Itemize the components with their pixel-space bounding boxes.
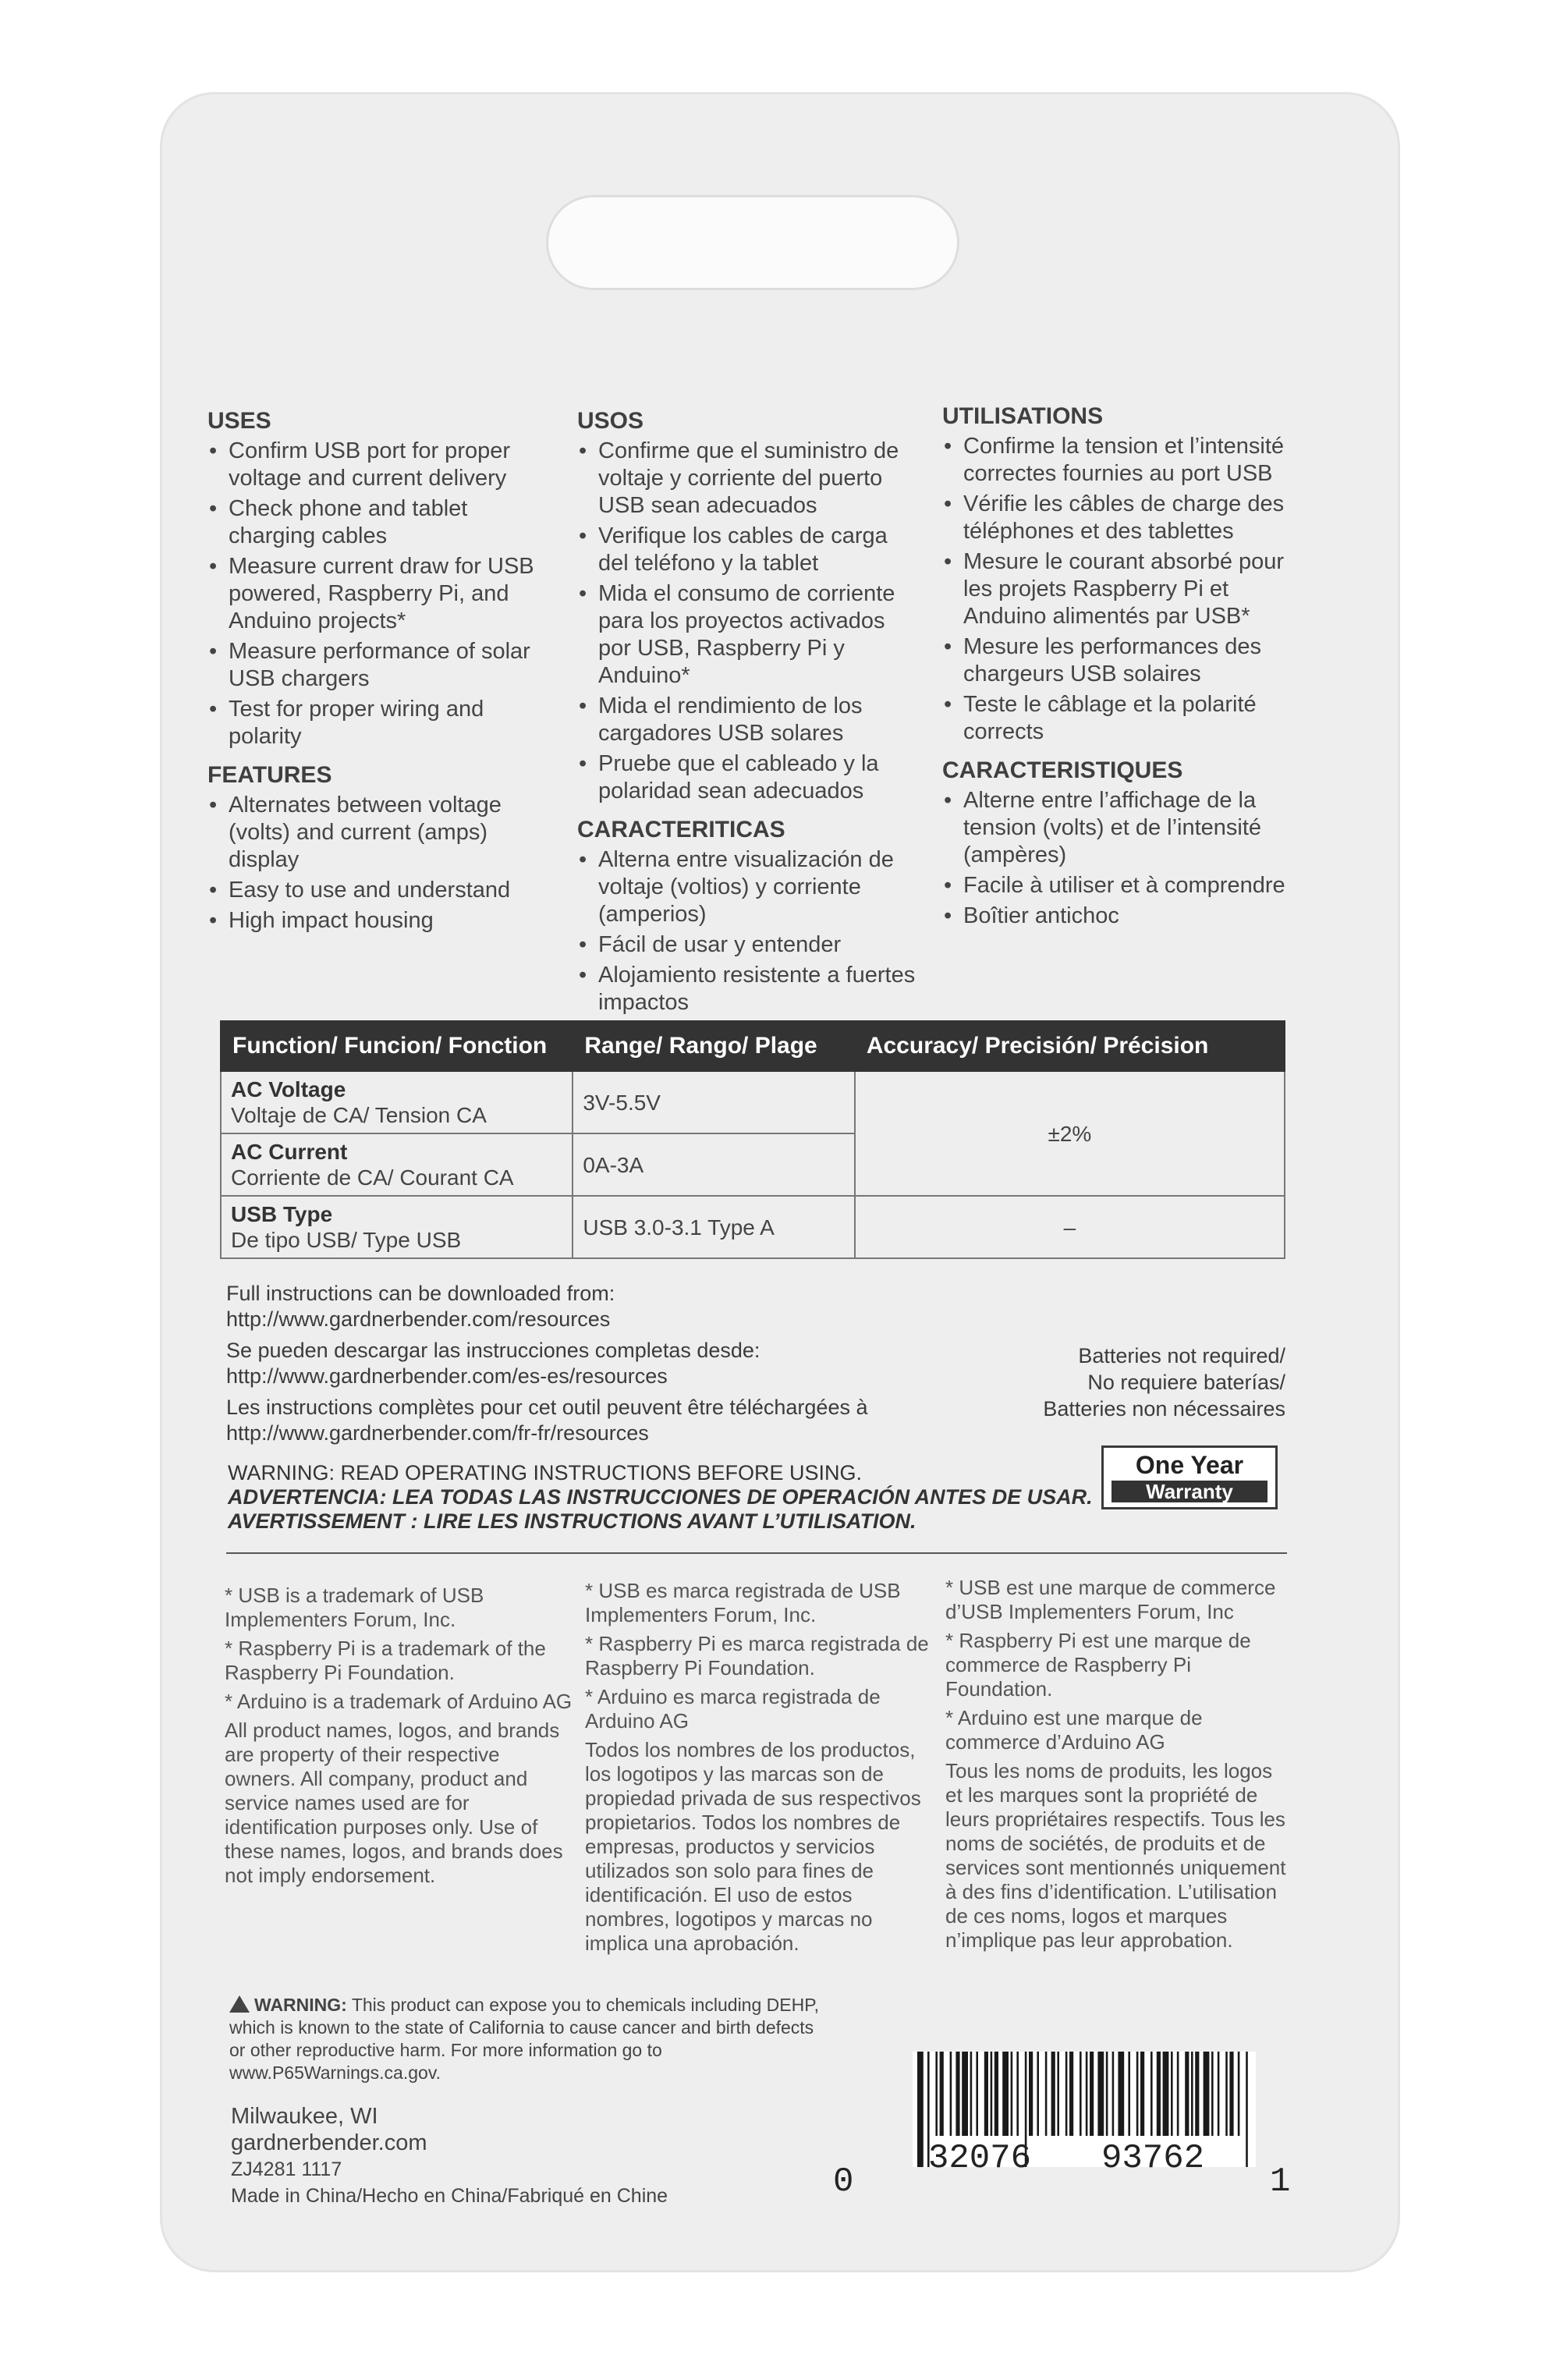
maker-city: Milwaukee, WI	[231, 2104, 378, 2129]
barcode-bar	[1065, 2052, 1068, 2136]
barcode-check-digit: 1	[1270, 2162, 1291, 2201]
table-cell	[221, 1071, 573, 1133]
barcode-bar	[1136, 2052, 1139, 2136]
list-item: • Measure current draw for USB powered, Raspberry Pi, and Anduino projects*	[207, 553, 551, 635]
instruction-es	[226, 1338, 867, 1389]
barcode-bar	[1177, 2052, 1179, 2136]
uses-list	[207, 438, 551, 750]
barcode-bar	[1163, 2052, 1169, 2136]
features-list	[207, 792, 551, 935]
barcode-bar	[1086, 2052, 1088, 2136]
barcode-bar	[1157, 2052, 1161, 2136]
instruction-fr	[226, 1395, 867, 1446]
warning-es: ADVERTENCIA: LEA TODAS LAS INSTRUCCIONES DE OPERACIÓN ANTES DE USAR.	[228, 1485, 1093, 1509]
instruction-text: Les instructions complètes pour cet outil peuvent être téléchargées à	[226, 1396, 868, 1419]
legal-spanish	[585, 1579, 936, 1960]
instruction-text: Se pueden descargar las instrucciones completas desde:	[226, 1339, 760, 1362]
table-cell: –	[855, 1196, 1285, 1258]
barcode-bar	[1171, 2052, 1173, 2136]
legal-line: * USB is a trademark of USB Implementers Forum, Inc.	[225, 1584, 484, 1631]
list-item: • Check phone and tablet charging cables	[207, 495, 551, 550]
legal-line: Tous les noms de produits, les logos et les marques sont la propriété de leurs propriétaires respectifs. Tous les noms de sociétés, de produits et de services sont mentionnés uniquement à des fins d’identification. L’utilisation de ces noms, logos et marques n’implique pas leur approbation.	[945, 1759, 1286, 1952]
barcode-bar	[1185, 2052, 1189, 2136]
features-heading: CARACTERISTIQUES	[942, 757, 1183, 783]
function-name: AC Current	[231, 1140, 348, 1164]
list-item: • Mesure les performances des chargeurs USB solaires	[942, 633, 1285, 688]
barcode-bar	[1106, 2052, 1108, 2136]
list-item: • Teste le câblage et la polarité corrects	[942, 691, 1285, 746]
batteries-note	[991, 1343, 1285, 1422]
barcode-bar	[1225, 2052, 1228, 2136]
barcode-bar	[1029, 2052, 1033, 2136]
barcode-bar	[1238, 2052, 1240, 2136]
table-cell: ±2%	[855, 1071, 1285, 1196]
barcode-bar	[1118, 2052, 1124, 2136]
barcode-bar	[970, 2052, 973, 2136]
warranty-badge	[1101, 1445, 1278, 1509]
barcode-bar	[935, 2052, 938, 2136]
legal-line: * Raspberry Pi es marca registrada de Raspberry Pi Foundation.	[585, 1632, 929, 1679]
list-item: • Alojamiento resistente a fuertes impactos	[577, 962, 920, 1016]
legal-line: Todos los nombres de los productos, los logotipos y las marcas son de propiedad privada de sus respectivos propietarios. Todos los nombres de empresas, productos y servicios utilizados son solo para fines de identificación. El uso de estos nombres, logotipos y marcas no implica una aprobación.	[585, 1738, 921, 1955]
barcode-bar	[1191, 2052, 1193, 2136]
barcode-right-digits: 93762	[1101, 2139, 1205, 2178]
function-sub: Voltaje de CA/ Tension CA	[231, 1103, 487, 1127]
table-cell: 0A-3A	[573, 1133, 854, 1196]
prop65-text: This product can expose you to chemicals including DEHP, which is known to the state of California to cause cancer and birth defects or other reproductive harm. For more information go to www.P65Warnings.ca.gov.	[229, 1995, 819, 2083]
list-item: • Mida el rendimiento de los cargadores USB solares	[577, 693, 920, 747]
uses-heading: UTILISATIONS	[942, 403, 1104, 429]
barcode-bar	[1069, 2052, 1073, 2136]
batteries-line: No requiere baterías/	[1087, 1371, 1285, 1394]
list-item: • Easy to use and understand	[207, 877, 551, 904]
features-heading: FEATURES	[207, 762, 332, 788]
legal-line: * Raspberry Pi is a trademark of the Raspberry Pi Foundation.	[225, 1637, 546, 1684]
barcode-bar	[962, 2052, 968, 2136]
barcode-bar	[1128, 2052, 1130, 2136]
barcode-bar	[1097, 2052, 1104, 2136]
prop65-warning	[229, 1994, 822, 2084]
barcode-bar	[917, 2052, 924, 2167]
table-row	[221, 1196, 1285, 1258]
list-item: • Confirm USB port for proper voltage and current delivery	[207, 438, 551, 492]
barcode-bar	[976, 2052, 978, 2136]
list-item: • Confirme la tension et l’intensité correctes fournies au port USB	[942, 433, 1285, 488]
list-item: • Vérifie les câbles de charge des téléphones et des tablettes	[942, 491, 1285, 545]
barcode-bar	[1011, 2052, 1013, 2136]
header-accuracy: Accuracy/ Precisión/ Précision	[855, 1021, 1285, 1071]
instruction-text: Full instructions can be downloaded from:	[226, 1282, 615, 1305]
function-sub: Corriente de CA/ Courant CA	[231, 1165, 514, 1190]
warning-triangle-icon	[229, 1995, 250, 2013]
divider	[226, 1552, 1287, 1554]
function-name: AC Voltage	[231, 1077, 346, 1101]
function-sub: De tipo USB/ Type USB	[231, 1228, 462, 1252]
barcode-bar	[1150, 2052, 1153, 2136]
maker-origin: Made in China/Hecho en China/Fabriqué en Chine	[231, 2185, 668, 2207]
features-list	[942, 787, 1285, 930]
barcode-bar	[991, 2052, 993, 2136]
warranty-line: Warranty	[1112, 1481, 1268, 1502]
batteries-line: Batteries non nécessaires	[1043, 1397, 1285, 1421]
uses-heading: USES	[207, 408, 271, 434]
barcode-bar	[1080, 2052, 1082, 2136]
list-item: • High impact housing	[207, 907, 551, 935]
maker-code: ZJ4281 1117	[231, 2158, 342, 2180]
legal-french	[945, 1576, 1289, 1957]
legal-line: * Arduino is a trademark of Arduino AG	[225, 1690, 573, 1713]
warning-fr: AVERTISSEMENT : LIRE LES INSTRUCTIONS AVANT L’UTILISATION.	[228, 1509, 916, 1533]
uses-heading: USOS	[577, 408, 644, 434]
barcode-bar	[1204, 2052, 1210, 2136]
operating-warnings	[228, 1461, 1093, 1534]
list-item: • Verifique los cables de carga del teléfono y la tablet	[577, 523, 920, 577]
spec-table	[220, 1020, 1285, 1259]
manufacturer-info	[231, 2103, 668, 2209]
legal-line: All product names, logos, and brands are property of their respective owners. All company, product and service names used are for identification purposes only. Use of these names, logos, and brands does not imply endorsement.	[225, 1718, 563, 1887]
barcode-bar	[1140, 2052, 1144, 2136]
barcode-bar	[950, 2052, 952, 2136]
list-item: • Boîtier antichoc	[942, 903, 1285, 930]
barcode-bar	[1045, 2052, 1048, 2136]
instruction-url: http://www.gardnerbender.com/resources	[226, 1307, 611, 1331]
column-french	[942, 403, 1285, 941]
barcode-left-digits: 32076	[928, 2139, 1032, 2178]
barcode-bar	[994, 2052, 998, 2136]
legal-line: * Arduino est une marque de commerce d’Arduino AG	[945, 1706, 1203, 1754]
header-range: Range/ Rango/ Plage	[573, 1021, 854, 1071]
barcode-bar	[1211, 2052, 1214, 2136]
barcode-bar	[1218, 2052, 1220, 2136]
column-english	[207, 407, 551, 945]
legal-english	[225, 1584, 576, 1892]
function-name: USB Type	[231, 1202, 333, 1226]
uses-list	[942, 433, 1285, 746]
barcode-bar	[1229, 2052, 1233, 2136]
instruction-url: http://www.gardnerbender.com/fr-fr/resources	[226, 1421, 649, 1445]
list-item: • Fácil de usar y entender	[577, 931, 920, 959]
legal-line: * Raspberry Pi est une marque de commerce de Raspberry Pi Foundation.	[945, 1629, 1251, 1701]
list-item: • Facile à utiliser et à comprendre	[942, 872, 1285, 899]
barcode-lead-digit: 0	[833, 2162, 854, 2201]
upc-barcode	[819, 2052, 1291, 2215]
download-instructions	[226, 1281, 867, 1452]
list-item: • Pruebe que el cableado y la polaridad sean adecuados	[577, 750, 920, 805]
table-cell: 3V-5.5V	[573, 1071, 854, 1133]
barcode-bar	[1037, 2052, 1039, 2136]
table-row	[221, 1071, 1285, 1133]
list-item: • Confirme que el suministro de voltaje y corriente del puerto USB sean adecuados	[577, 438, 920, 520]
table-header-row	[221, 1021, 1285, 1071]
instruction-url: http://www.gardnerbender.com/es-es/resources	[226, 1364, 668, 1388]
barcode-bar	[1195, 2052, 1199, 2136]
list-item: • Alternates between voltage (volts) and current (amps) display	[207, 792, 551, 874]
table-cell	[221, 1133, 573, 1196]
legal-line: * USB es marca registrada de USB Implementers Forum, Inc.	[585, 1579, 901, 1626]
barcode-bar	[1051, 2052, 1055, 2136]
table-cell: USB 3.0-3.1 Type A	[573, 1196, 854, 1258]
barcode-bar	[956, 2052, 959, 2136]
barcode-bar	[1057, 2052, 1059, 2136]
barcode-bar	[940, 2052, 944, 2136]
barcode-bar	[1112, 2052, 1115, 2136]
barcode-bar	[984, 2052, 988, 2136]
legal-line: * Arduino es marca registrada de Arduino AG	[585, 1685, 881, 1733]
warning-en: WARNING: READ OPERATING INSTRUCTIONS BEFORE USING.	[228, 1461, 863, 1484]
table-cell	[221, 1196, 573, 1258]
list-item: • Measure performance of solar USB chargers	[207, 638, 551, 693]
maker-site: gardnerbender.com	[231, 2130, 427, 2155]
instruction-en	[226, 1281, 867, 1332]
uses-list	[577, 438, 920, 805]
list-item: • Test for proper wiring and polarity	[207, 696, 551, 750]
list-item: • Alterna entre visualización de voltaje (voltios) y corriente (amperios)	[577, 846, 920, 928]
column-spanish	[577, 407, 920, 1027]
barcode-bar	[1090, 2052, 1094, 2136]
list-item: • Mesure le courant absorbé pour les projets Raspberry Pi et Anduino alimentés par USB*	[942, 548, 1285, 630]
prop65-label: WARNING:	[254, 1995, 347, 2015]
hang-hole	[546, 195, 959, 290]
list-item: • Mida el consumo de corriente para los proyectos activados por USB, Raspberry Pi y Anduino*	[577, 580, 920, 690]
features-heading: CARACTERITICAS	[577, 817, 785, 842]
batteries-line: Batteries not required/	[1078, 1344, 1285, 1367]
barcode-bar	[1002, 2052, 1009, 2136]
warranty-line: One Year	[1135, 1451, 1244, 1479]
header-function: Function/ Funcion/ Fonction	[221, 1021, 573, 1071]
legal-line: * USB est une marque de commerce d’USB Implementers Forum, Inc	[945, 1576, 1276, 1623]
list-item: • Alterne entre l’affichage de la tension (volts) et de l’intensité (ampères)	[942, 787, 1285, 869]
barcode-bar	[1246, 2052, 1248, 2167]
barcode-bar	[1016, 2052, 1019, 2136]
features-list	[577, 846, 920, 1016]
